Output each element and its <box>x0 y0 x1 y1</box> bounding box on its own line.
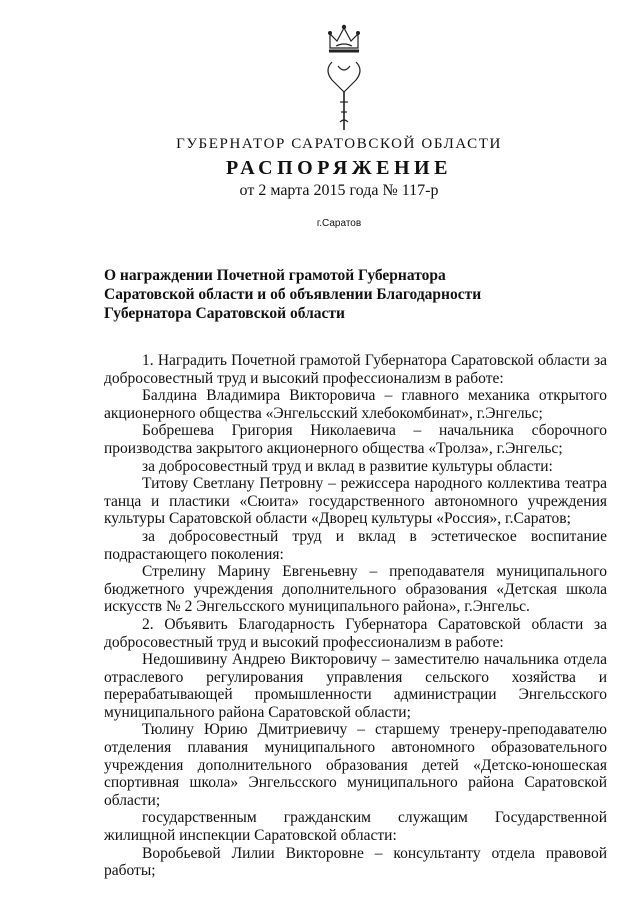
paragraph-reason: за добросовестный труд и вклад в эстетическое воспитание подрастающего поколения: <box>104 527 607 563</box>
subject-line: Губернатора Саратовской области <box>104 305 345 322</box>
document-subject <box>104 266 564 323</box>
paragraph-reason: за добросовестный труд и вклад в развитие культуры области: <box>142 457 553 475</box>
paragraph-awardee: Титову Светлану Петровну – режиссера народного коллектива театра танца и пластики «Сюита» государственного автономного учреждения культуры Саратовской области «Дворец культуры «Россия», г.Саратов; <box>104 475 607 528</box>
paragraph-award-item-1: 1. Наградить Почетной грамотой Губернатора Саратовской области за добросовестный труд и высокий профессионализм в работе: <box>104 352 607 387</box>
paragraph-awardee: Воробьевой Лилии Викторовне – консультанту отдела правовой работы; <box>104 844 607 880</box>
document-type: РАСПОРЯЖЕНИЕ <box>226 157 452 179</box>
document-date-number: от 2 марта 2015 года № 117-р <box>239 182 439 199</box>
issuing-authority: ГУБЕРНАТОР САРАТОВСКОЙ ОБЛАСТИ <box>176 136 502 152</box>
document-body <box>104 352 607 880</box>
document-city: г.Саратов <box>316 218 362 229</box>
paragraph-awardee: Балдина Владимира Викторовича – главного механика открытого акционерного общества «Энгельсский хлебокомбинат», г.Энгельс; <box>104 387 607 422</box>
crown-emblem-icon <box>316 22 372 134</box>
paragraph-reason: государственным гражданским служащим Государственной жилищной инспекции Саратовской области: <box>104 809 607 845</box>
paragraph-award-item-2: 2. Объявить Благодарность Губернатора Саратовской области за добросовестный труд и высокий профессионализм в работе: <box>104 615 607 651</box>
paragraph-awardee: Стрелину Марину Евгеньевну – преподавателя муниципального бюджетного учреждения дополнительного образования «Детская школа искусств № 2 Энгельсского муниципального района», г.Энгельс. <box>104 563 607 616</box>
paragraph-awardee: Бобрешева Григория Николаевича – начальника сборочного производства закрытого акционерного общества «Тролза», г.Энгельс; <box>104 422 607 457</box>
paragraph-awardee: Недошивину Андрею Викторовичу – заместителю начальника отдела отраслевого регулирования управления сельского хозяйства и перерабатывающей промышленности администрации Энгельсского муниципального района Саратовской области; <box>104 651 607 721</box>
paragraph-awardee: Тюлину Юрию Дмитриевичу – старшему тренеру-преподавателю отделения плавания муниципального автономного образовательного учреждения дополнительного образования детей «Детско-юношеская спортивная школа» Энгельсского муниципального района Саратовской области; <box>104 721 607 809</box>
subject-line: Саратовской области и об объявлении Благодарности <box>104 286 482 303</box>
subject-line: О награждении Почетной грамотой Губернатора <box>104 267 446 284</box>
